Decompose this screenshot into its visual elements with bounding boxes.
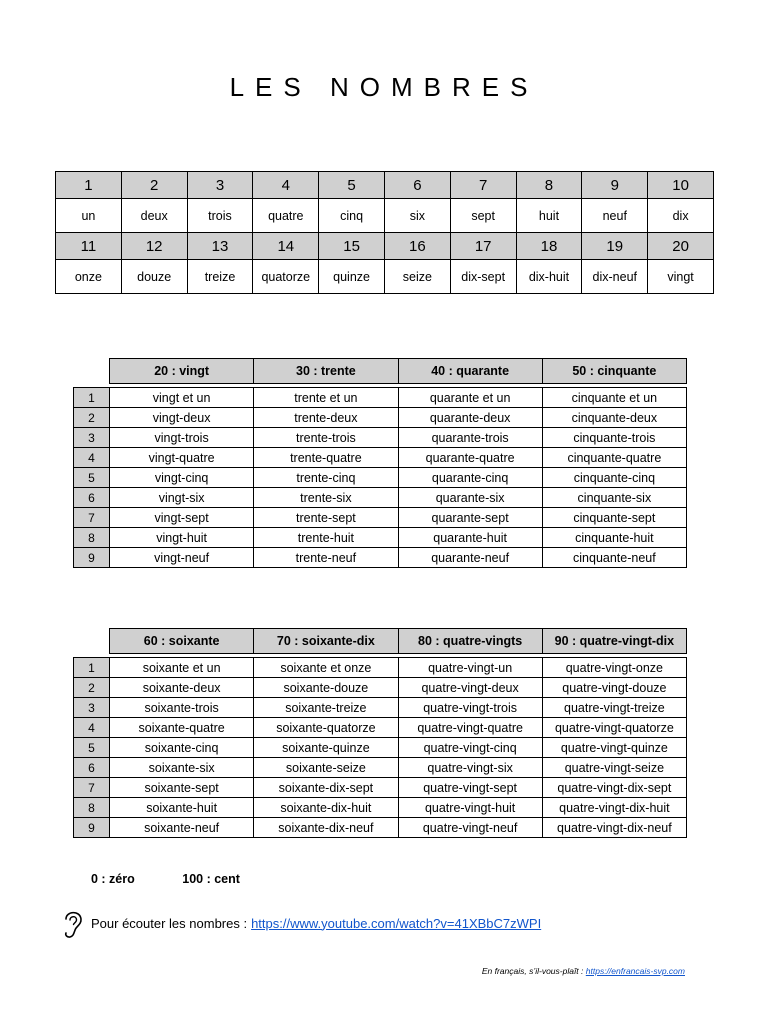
table-row xyxy=(74,528,687,548)
table-cell: quatre-vingt-six xyxy=(398,758,542,778)
word-cell: quatre xyxy=(253,199,319,233)
listen-text: Pour écouter les nombres : xyxy=(91,915,248,931)
column-header: 70 : soixante-dix xyxy=(254,629,398,654)
table-cell: cinquante et un xyxy=(542,388,686,408)
table-cell: soixante-neuf xyxy=(110,818,254,838)
table-row xyxy=(74,448,687,468)
number-cell: 12 xyxy=(121,233,187,260)
table-cell: quatre-vingt-dix-huit xyxy=(542,798,686,818)
numbers-1-20-table xyxy=(55,171,714,294)
table-cell: quarante-deux xyxy=(398,408,542,428)
table-cell: vingt-sept xyxy=(110,508,254,528)
word-cell: dix-huit xyxy=(516,260,582,294)
table-cell: quatre-vingt-dix-sept xyxy=(542,778,686,798)
number-cell: 10 xyxy=(648,172,714,199)
table-cell: trente-deux xyxy=(254,408,398,428)
column-header: 30 : trente xyxy=(254,359,398,384)
number-cell: 15 xyxy=(319,233,385,260)
table-cell: quatre-vingt-trois xyxy=(398,698,542,718)
table-cell: soixante-dix-sept xyxy=(254,778,398,798)
table-cell: cinquante-huit xyxy=(542,528,686,548)
row-index: 4 xyxy=(74,718,110,738)
row-index: 4 xyxy=(74,448,110,468)
column-header: 60 : soixante xyxy=(110,629,254,654)
row-index: 8 xyxy=(74,798,110,818)
column-header: 80 : quatre-vingts xyxy=(398,629,542,654)
word-cell: dix-neuf xyxy=(582,260,648,294)
row-index: 1 xyxy=(74,388,110,408)
table-row xyxy=(74,678,687,698)
table-cell: soixante-trois xyxy=(110,698,254,718)
table-cell: soixante-sept xyxy=(110,778,254,798)
table-cell: cinquante-quatre xyxy=(542,448,686,468)
row-index: 2 xyxy=(74,678,110,698)
word-cell: trois xyxy=(187,199,253,233)
header-row xyxy=(74,359,687,384)
number-cell: 7 xyxy=(450,172,516,199)
table-cell: cinquante-six xyxy=(542,488,686,508)
extra-numbers xyxy=(91,872,240,886)
hundred-label: 100 : cent xyxy=(182,872,240,886)
table-cell: quarante-six xyxy=(398,488,542,508)
table-cell: quarante et un xyxy=(398,388,542,408)
table-cell: vingt-six xyxy=(110,488,254,508)
corner-cell xyxy=(74,359,110,384)
word-cell: deux xyxy=(121,199,187,233)
table-cell: soixante-dix-huit xyxy=(254,798,398,818)
word-cell: onze xyxy=(56,260,122,294)
number-cell: 3 xyxy=(187,172,253,199)
table-cell: trente-cinq xyxy=(254,468,398,488)
column-header: 50 : cinquante xyxy=(542,359,686,384)
table-cell: vingt-trois xyxy=(110,428,254,448)
tens-20-50-table xyxy=(73,358,687,568)
table-cell: soixante-six xyxy=(110,758,254,778)
table-row xyxy=(74,468,687,488)
row-index: 1 xyxy=(74,658,110,678)
table-cell: quatre-vingt-douze xyxy=(542,678,686,698)
row-index: 7 xyxy=(74,508,110,528)
row-index: 8 xyxy=(74,528,110,548)
header-row xyxy=(74,629,687,654)
table-row xyxy=(74,738,687,758)
table-row xyxy=(74,508,687,528)
table-cell: soixante-cinq xyxy=(110,738,254,758)
table-row xyxy=(74,778,687,798)
table-cell: quatre-vingt-quinze xyxy=(542,738,686,758)
word-cell: neuf xyxy=(582,199,648,233)
table-cell: soixante-quinze xyxy=(254,738,398,758)
table-cell: soixante-treize xyxy=(254,698,398,718)
table-cell: trente-sept xyxy=(254,508,398,528)
table-cell: vingt et un xyxy=(110,388,254,408)
table-cell: quatre-vingt-neuf xyxy=(398,818,542,838)
table-cell: cinquante-deux xyxy=(542,408,686,428)
word-cell: six xyxy=(384,199,450,233)
word-cell: douze xyxy=(121,260,187,294)
table-cell: trente-six xyxy=(254,488,398,508)
number-cell: 17 xyxy=(450,233,516,260)
word-cell: un xyxy=(56,199,122,233)
word-cell: quatorze xyxy=(253,260,319,294)
row-index: 5 xyxy=(74,738,110,758)
table-cell: soixante et onze xyxy=(254,658,398,678)
table-cell: trente-neuf xyxy=(254,548,398,568)
table-cell: quatre-vingt-un xyxy=(398,658,542,678)
footer-link[interactable]: https://enfrancais-svp.com xyxy=(585,966,685,976)
table-cell: soixante-deux xyxy=(110,678,254,698)
table-cell: trente-huit xyxy=(254,528,398,548)
number-cell: 2 xyxy=(121,172,187,199)
table-row xyxy=(74,408,687,428)
table-row xyxy=(74,548,687,568)
table-cell: soixante-seize xyxy=(254,758,398,778)
table-row xyxy=(74,818,687,838)
footer-text: En français, s’il-vous-plaît : xyxy=(481,966,584,976)
table-row xyxy=(74,428,687,448)
table-cell: cinquante-trois xyxy=(542,428,686,448)
words-row xyxy=(56,199,714,233)
number-cell: 6 xyxy=(384,172,450,199)
number-cell: 14 xyxy=(253,233,319,260)
number-cell: 5 xyxy=(319,172,385,199)
table-cell: quatre-vingt-treize xyxy=(542,698,686,718)
number-cell: 16 xyxy=(384,233,450,260)
table-cell: vingt-neuf xyxy=(110,548,254,568)
table-cell: quarante-cinq xyxy=(398,468,542,488)
table-cell: trente-quatre xyxy=(254,448,398,468)
table-cell: cinquante-sept xyxy=(542,508,686,528)
number-cell: 4 xyxy=(253,172,319,199)
word-cell: dix xyxy=(648,199,714,233)
listen-line xyxy=(61,906,541,940)
table-cell: soixante-douze xyxy=(254,678,398,698)
number-cell: 13 xyxy=(187,233,253,260)
table-row xyxy=(74,798,687,818)
row-index: 9 xyxy=(74,548,110,568)
table-cell: trente-trois xyxy=(254,428,398,448)
row-index: 7 xyxy=(74,778,110,798)
table-row xyxy=(74,718,687,738)
row-index: 5 xyxy=(74,468,110,488)
number-cell: 18 xyxy=(516,233,582,260)
table-cell: quatre-vingt-onze xyxy=(542,658,686,678)
table-cell: vingt-huit xyxy=(110,528,254,548)
table-cell: quarante-huit xyxy=(398,528,542,548)
table-cell: quatre-vingt-sept xyxy=(398,778,542,798)
row-index: 6 xyxy=(74,758,110,778)
word-cell: treize xyxy=(187,260,253,294)
table-cell: quarante-quatre xyxy=(398,448,542,468)
number-cell: 8 xyxy=(516,172,582,199)
word-cell: dix-sept xyxy=(450,260,516,294)
table-row xyxy=(74,388,687,408)
table-cell: quatre-vingt-seize xyxy=(542,758,686,778)
table-cell: quarante-trois xyxy=(398,428,542,448)
words-row xyxy=(56,260,714,294)
word-cell: huit xyxy=(516,199,582,233)
word-cell: cinq xyxy=(319,199,385,233)
numbers-row xyxy=(56,172,714,199)
zero-label: 0 : zéro xyxy=(91,872,135,886)
table-cell: trente et un xyxy=(254,388,398,408)
number-cell: 9 xyxy=(582,172,648,199)
table-row xyxy=(74,758,687,778)
ear-icon xyxy=(61,906,85,940)
table-row xyxy=(74,658,687,678)
table-cell: vingt-deux xyxy=(110,408,254,428)
youtube-link[interactable]: https://www.youtube.com/watch?v=41XBbC7zWPI xyxy=(251,915,542,931)
row-index: 3 xyxy=(74,698,110,718)
table-cell: quatre-vingt-cinq xyxy=(398,738,542,758)
table-cell: quatre-vingt-quatre xyxy=(398,718,542,738)
table-cell: soixante-quatorze xyxy=(254,718,398,738)
table-cell: quatre-vingt-quatorze xyxy=(542,718,686,738)
corner-cell xyxy=(74,629,110,654)
column-header: 90 : quatre-vingt-dix xyxy=(542,629,686,654)
row-index: 9 xyxy=(74,818,110,838)
numbers-row xyxy=(56,233,714,260)
page-title: LES NOMBRES xyxy=(229,72,539,102)
row-index: 2 xyxy=(74,408,110,428)
table-cell: cinquante-neuf xyxy=(542,548,686,568)
number-cell: 1 xyxy=(56,172,122,199)
table-cell: quatre-vingt-dix-neuf xyxy=(542,818,686,838)
row-index: 6 xyxy=(74,488,110,508)
word-cell: vingt xyxy=(648,260,714,294)
table-cell: cinquante-cinq xyxy=(542,468,686,488)
table-cell: vingt-quatre xyxy=(110,448,254,468)
table-cell: soixante et un xyxy=(110,658,254,678)
table-cell: quatre-vingt-huit xyxy=(398,798,542,818)
number-cell: 11 xyxy=(56,233,122,260)
word-cell: sept xyxy=(450,199,516,233)
number-cell: 20 xyxy=(648,233,714,260)
table-row xyxy=(74,698,687,718)
table-cell: soixante-dix-neuf xyxy=(254,818,398,838)
table-cell: soixante-huit xyxy=(110,798,254,818)
table-cell: quatre-vingt-deux xyxy=(398,678,542,698)
table-cell: quarante-neuf xyxy=(398,548,542,568)
number-cell: 19 xyxy=(582,233,648,260)
tens-60-90-table xyxy=(73,628,687,838)
column-header: 20 : vingt xyxy=(110,359,254,384)
table-row xyxy=(74,488,687,508)
column-header: 40 : quarante xyxy=(398,359,542,384)
word-cell: quinze xyxy=(319,260,385,294)
table-cell: quarante-sept xyxy=(398,508,542,528)
table-cell: vingt-cinq xyxy=(110,468,254,488)
table-cell: soixante-quatre xyxy=(110,718,254,738)
footer xyxy=(482,966,685,976)
word-cell: seize xyxy=(384,260,450,294)
row-index: 3 xyxy=(74,428,110,448)
